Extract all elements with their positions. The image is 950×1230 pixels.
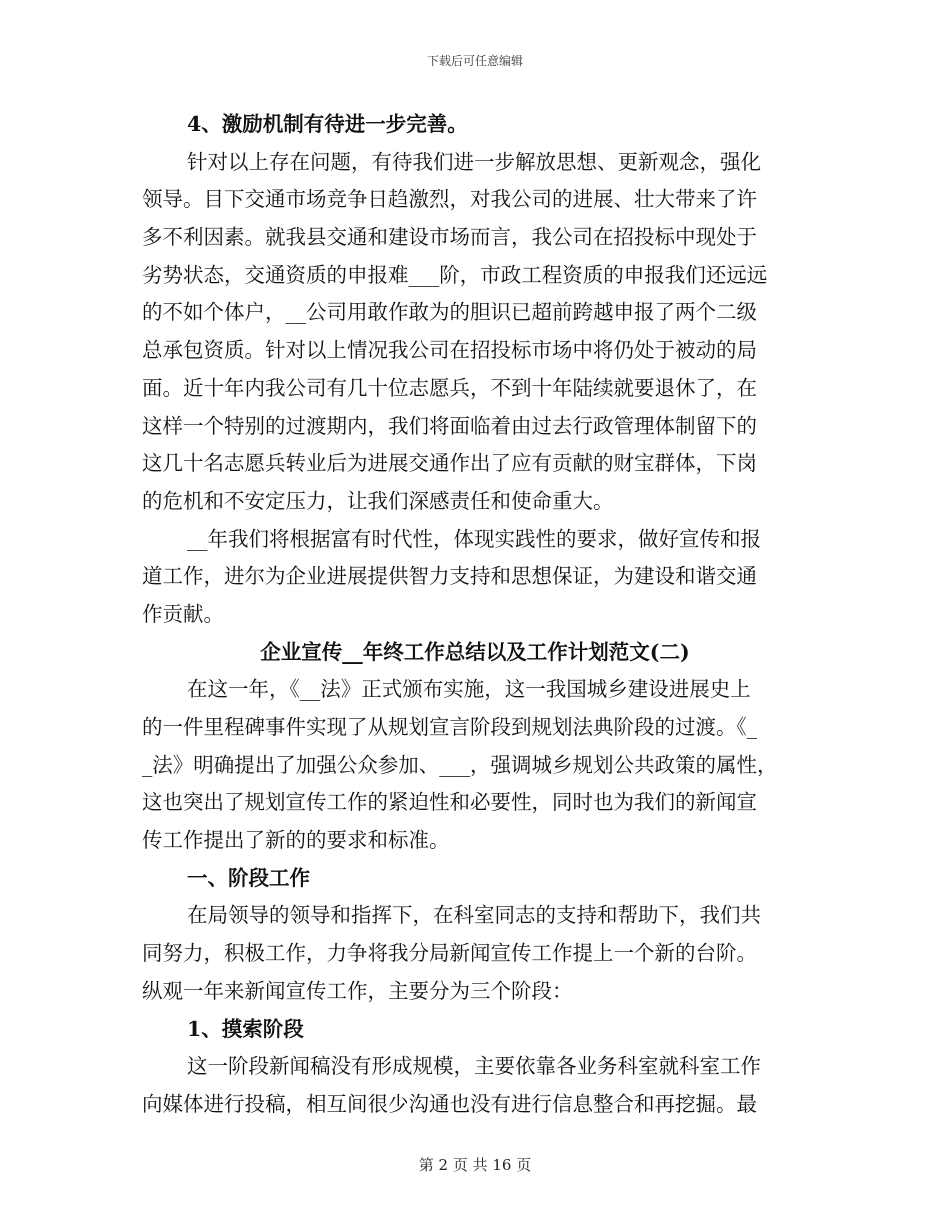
paragraph-line: 同努力，积极工作，力争将我分局新闻宣传工作提上一个新的台阶。 — [142, 941, 757, 966]
section-title: 企业宣传__年终工作总结以及工作计划范文(二) — [260, 639, 690, 664]
paragraph-line: 劣势状态，交通资质的申报难___阶，市政工程资质的申报我们还远远 — [142, 262, 768, 287]
paragraph-line: 这也突出了规划宣传工作的紧迫性和必要性，同时也为我们的新闻宣 — [142, 790, 757, 815]
paragraph-line: __年我们将根据富有时代性，体现实践性的要求，做好宣传和报 — [187, 526, 761, 551]
subheading: 4、激励机制有待进一步完善。 — [187, 112, 468, 136]
paragraph-line: 这几十名志愿兵转业后为进展交通作出了应有贡献的财宝群体，下岗 — [142, 451, 757, 476]
paragraph-line: 的危机和不安定压力，让我们深感责任和使命重大。 — [142, 488, 614, 513]
paragraph-line: 向媒体进行投稿，相互间很少沟通也没有进行信息整合和再挖掘。最 — [142, 1091, 757, 1116]
paragraph-line: 面。近十年内我公司有几十位志愿兵，不到十年陆续就要退休了，在 — [142, 375, 757, 400]
paragraph-line: 道工作，进尔为企业进展提供智力支持和思想保证，为建设和谐交通 — [142, 564, 757, 589]
paragraph-line: 的一件里程碑事件实现了从规划宣言阶段到规划法典阶段的过渡。《_ — [142, 715, 757, 739]
subheading: 1、摸索阶段 — [187, 1016, 304, 1041]
paragraph-line: _法》明确提出了加强公众参加、___，强调城乡规划公共政策的属性， — [142, 752, 778, 777]
paragraph-line: 这一阶段新闻稿没有形成规模，主要依靠各业务科室就科室工作 — [187, 1054, 761, 1079]
paragraph-line: 纵观一年来新闻宣传工作，主要分为三个阶段： — [142, 978, 573, 1003]
paragraph-line: 多不利因素。就我县交通和建设市场而言，我公司在招投标中现处于 — [142, 225, 757, 250]
page-footer: 第 2 页 共 16 页 — [418, 1156, 532, 1174]
paragraph-line: 传工作提出了新的的要求和标准。 — [142, 828, 450, 853]
paragraph-line: 作贡献。 — [142, 601, 224, 626]
paragraph-line: 的不如个体户，__公司用敢作敢为的胆识已超前跨越申报了两个二级 — [142, 300, 757, 325]
paragraph-line: 在局领导的领导和指挥下，在科室同志的支持和帮助下，我们共 — [187, 903, 761, 928]
paragraph-line: 这样一个特别的过渡期内，我们将面临着由过去行政管理体制留下的 — [142, 413, 757, 438]
paragraph-line: 领导。目下交通市场竞争日趋激烈，对我公司的进展、壮大带来了许 — [142, 187, 757, 212]
subheading: 一、阶段工作 — [187, 865, 310, 890]
paragraph-line: 在这一年，《__法》正式颁布实施，这一我国城乡建设进展史上 — [187, 677, 751, 702]
document-body — [142, 106, 808, 1124]
page-header: 下载后可任意编辑 — [426, 54, 523, 68]
paragraph-line: 针对以上存在问题，有待我们进一步解放思想、更新观念，强化 — [187, 149, 761, 174]
paragraph-line: 总承包资质。针对以上情况我公司在招投标市场中将仍处于被动的局 — [142, 338, 757, 363]
